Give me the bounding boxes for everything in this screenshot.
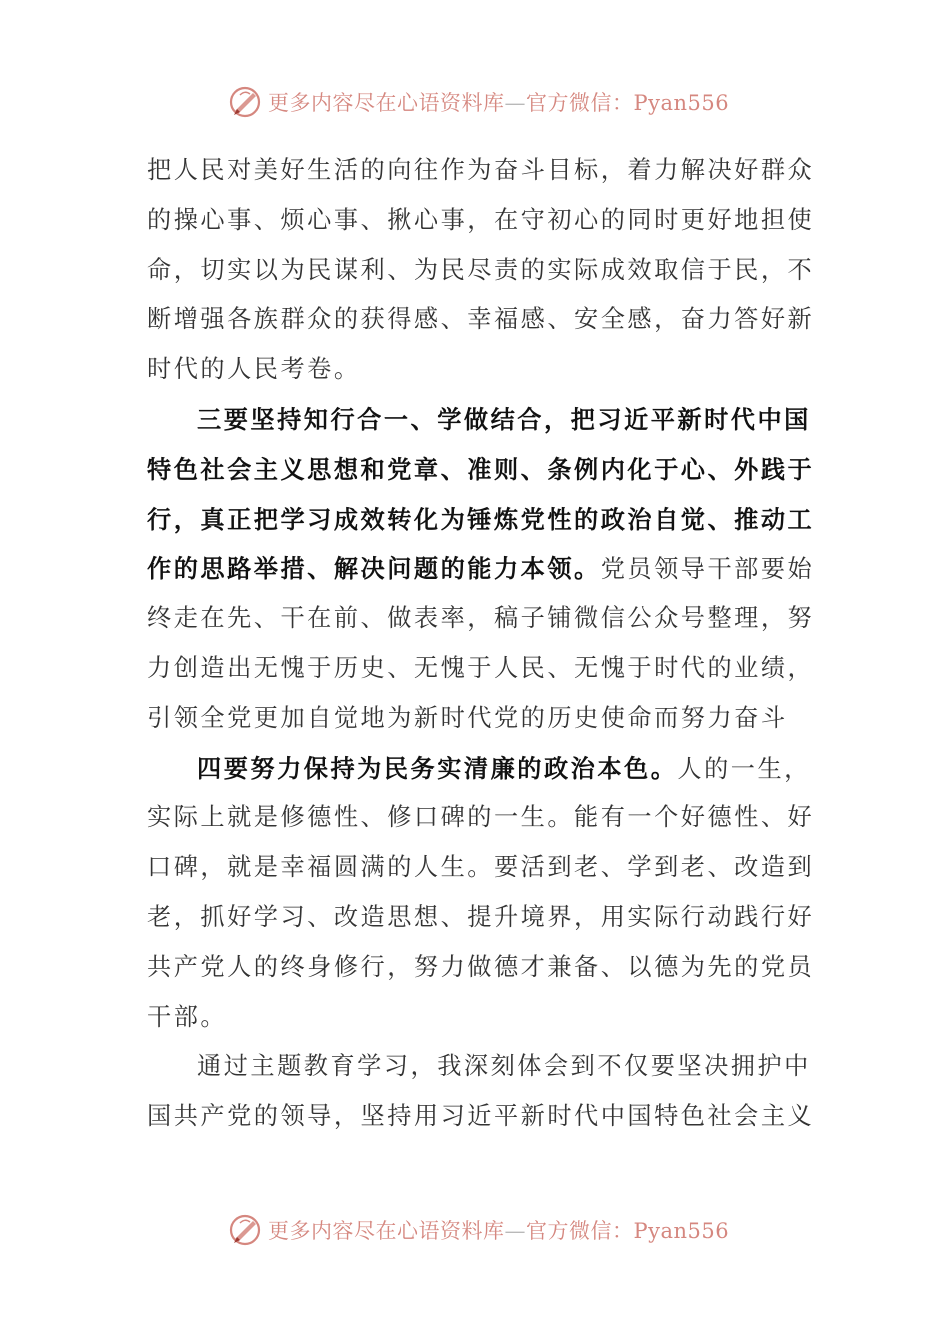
footer-text	[268, 1215, 729, 1245]
body-text: 时代的人民考卷。	[147, 355, 361, 384]
paragraph	[147, 1042, 815, 1142]
text-line	[147, 993, 787, 1043]
body-text: 干部。	[147, 1002, 228, 1031]
body-text: 力创造出无愧于历史、无愧于人民、无愧于时代的业绩，	[147, 653, 815, 682]
text-line	[147, 793, 815, 843]
body-text: 实际上就是修德性、修口碑的一生。能有一个好德性、好	[147, 803, 815, 832]
body-text: 把人民对美好生活的向往作为奋斗目标，着力解决好群众	[147, 156, 815, 184]
footer-wechat: 官方微信：Pyan556	[526, 1219, 730, 1243]
footer-separator: —	[504, 1219, 526, 1243]
text-line	[147, 345, 787, 395]
text-line	[147, 594, 815, 644]
paragraph	[147, 395, 815, 744]
text-line	[147, 146, 815, 196]
body-text: 命，切实以为民谋利、为民尽责的实际成效取信于民，不	[147, 255, 815, 284]
text-line	[147, 893, 815, 943]
footer-banner	[228, 1212, 748, 1248]
paragraph	[147, 744, 815, 1043]
text-line	[147, 1092, 815, 1142]
body-text: 人的一生，	[677, 754, 811, 783]
body-text: 通过主题教育学习，我深刻体会到不仅要坚决拥护中	[197, 1052, 811, 1081]
text-line	[147, 843, 815, 893]
body-text: 引领全党更加自觉地为新时代党的历史使命而努力奋斗	[147, 703, 788, 732]
header-banner	[228, 84, 748, 120]
header-text	[268, 87, 729, 117]
body-text: 党员领导干部要始	[600, 555, 815, 584]
text-line	[147, 544, 815, 594]
body-text: 老，抓好学习、改造思想、提升境界，用实际行动践行好	[147, 902, 815, 931]
text-line	[147, 744, 811, 794]
text-line	[147, 295, 815, 345]
bold-text: 三要坚持知行合一、学做结合，把习近平新时代中国	[197, 404, 811, 434]
text-line	[147, 1042, 811, 1092]
text-line	[147, 694, 787, 744]
pen-logo-icon	[228, 85, 262, 119]
text-line	[147, 395, 811, 445]
text-line	[147, 943, 815, 993]
body-text: 断增强各族群众的获得感、幸福感、安全感，奋力答好新	[147, 305, 815, 334]
bold-text: 行，真正把学习成效转化为锤炼党性的政治自觉、推动工	[147, 504, 815, 534]
bold-text: 特色社会主义思想和党章、准则、条例内化于心、外践于	[147, 454, 815, 484]
header-title: 更多内容尽在心语资料库	[268, 91, 505, 115]
body-text: 口碑，就是幸福圆满的人生。要活到老、学到老、改造到	[147, 853, 815, 882]
paragraph	[147, 146, 815, 395]
text-line	[147, 196, 815, 246]
pen-logo-icon	[228, 1213, 262, 1247]
text-line	[147, 644, 815, 694]
text-line	[147, 246, 815, 296]
body-text: 国共产党的领导，坚持用习近平新时代中国特色社会主义	[147, 1102, 815, 1131]
body-text: 的操心事、烦心事、揪心事，在守初心的同时更好地担使	[147, 205, 815, 234]
bold-text: 作的思路举措、解决问题的能力本领。	[147, 554, 601, 584]
document-body	[147, 146, 815, 1142]
body-text: 共产党人的终身修行，努力做德才兼备、以德为先的党员	[147, 952, 815, 981]
text-line	[147, 445, 815, 495]
footer-title: 更多内容尽在心语资料库	[268, 1219, 505, 1243]
header-wechat: 官方微信：Pyan556	[526, 91, 730, 115]
header-separator: —	[504, 91, 526, 115]
text-line	[147, 495, 815, 545]
bold-text: 四要努力保持为民务实清廉的政治本色。	[197, 753, 678, 783]
body-text: 终走在先、干在前、做表率，稿子铺微信公众号整理，努	[147, 604, 815, 633]
